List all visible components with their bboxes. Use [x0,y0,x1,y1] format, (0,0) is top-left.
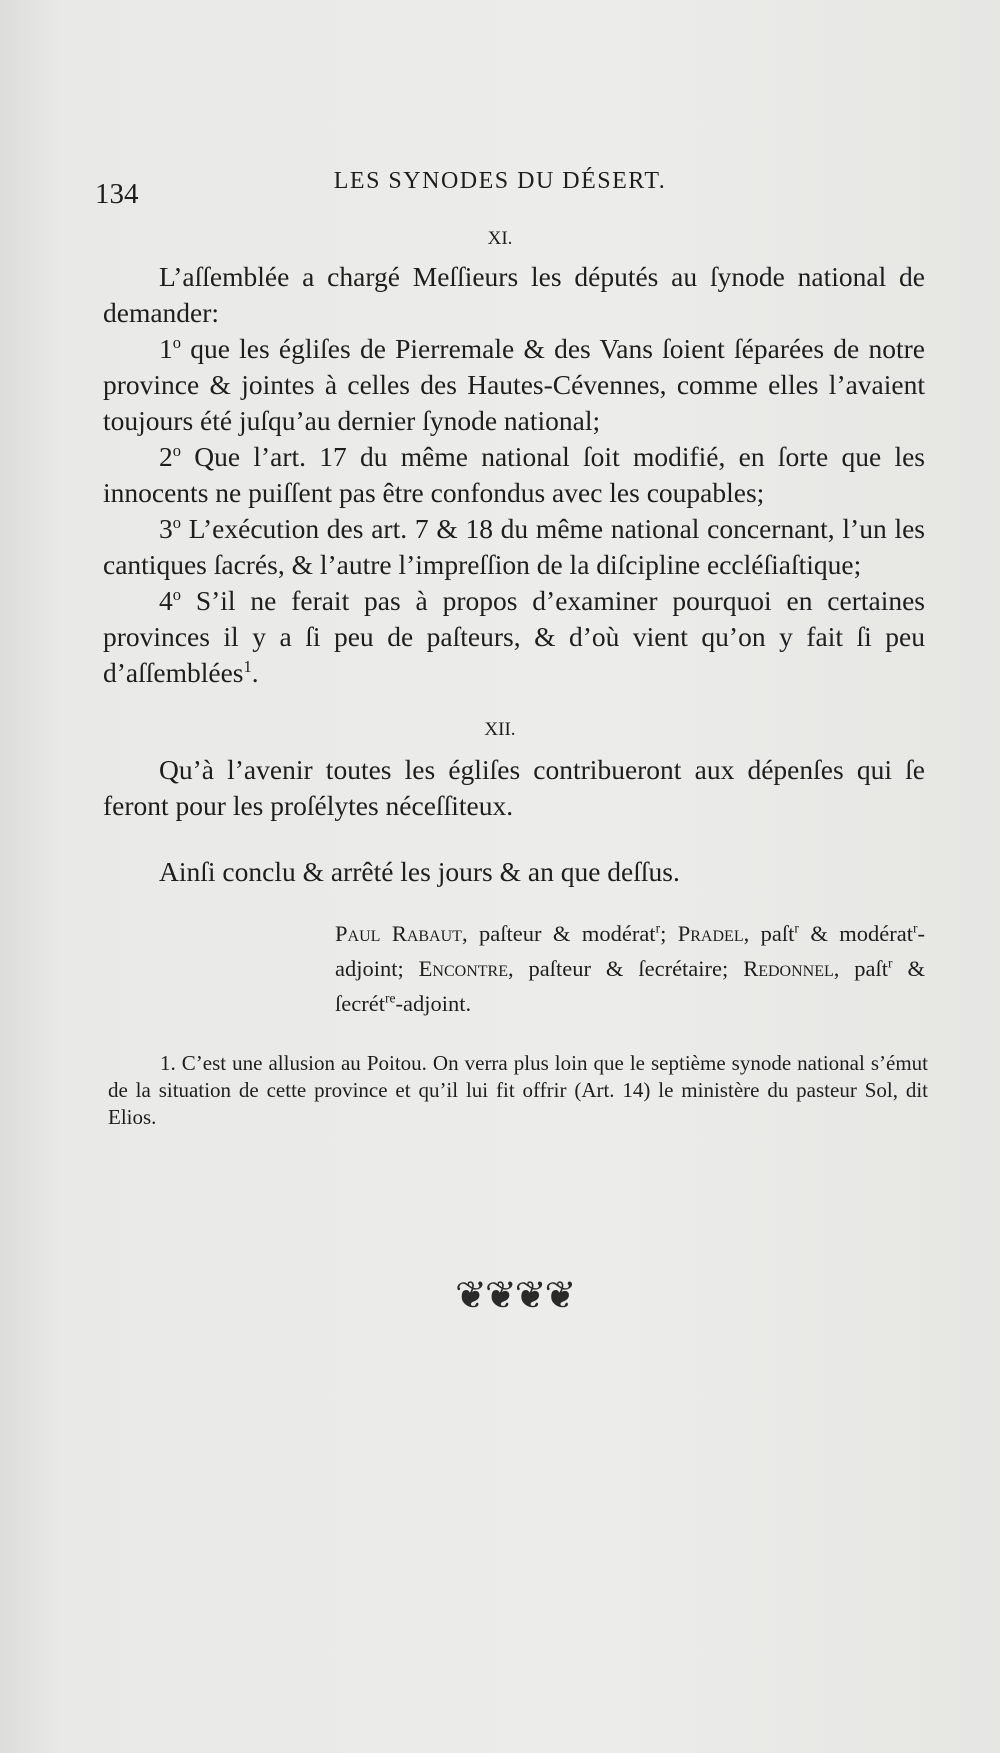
item-text: que les égliſes de Pierremale & des Vans ſoient ſéparées de notre province & jointes à celles des Hautes-Cévennes, comme elles l’avaient toujours été juſqu’au dernier ſynode national; [103,333,925,436]
signatory-name: Redonnel [743,956,834,981]
signatory-role: , paſt [833,956,889,981]
item-end: . [251,657,259,688]
abbrev-superscript: r [794,920,799,936]
footnote-text: C’est une allusion au Poitou. On verra plus loin que le septième synode national s’émut de la situation de cette province et qu’il lui fit offrir (Art. 14) le ministère du pasteur Sol, dit Elios. [108,1051,928,1129]
signature-block [335,916,925,1021]
signatory-role: , paſteur & modérat [461,921,656,946]
signatory-name: Pradel [677,921,744,946]
article-number-xi: XI. [487,228,513,249]
article-xii-text: Qu’à l’avenir toutes les égliſes contribueront aux dépenſes qui ſe feront pour les proſélytes néceſſiteux. [103,754,925,821]
item-number: 3 [159,513,173,544]
item-number: 2 [159,441,173,472]
article-xi-item-3 [103,511,925,583]
article-xi-body [103,259,925,691]
item-number: 4 [159,585,173,616]
ordinal-superscript: o [172,440,181,460]
article-xi-item-4 [103,583,925,691]
ordinal-superscript: o [172,584,181,604]
article-xi-intro: L’aſſemblée a chargé Meſſieurs les députés au ſynode national de demander: [103,261,925,328]
footnote-reference: 1 [243,656,252,676]
closing-text: Ainſi conclu & arrêté les jours & an que deſſus. [159,856,680,887]
signatory-role: & modérat [798,921,913,946]
signatory-role: & ſecrét [335,956,925,1016]
signatory-name: Paul Rabaut [335,921,462,946]
signatory-role: -adjoint; [335,921,925,981]
article-xi-item-1 [103,331,925,439]
item-text: S’il ne ferait pas à propos d’examiner pourquoi en certaines provinces il y a ſi peu de paſteurs, & d’où vient qu’on y fait ſi peu d’aſſemblées [103,585,925,688]
article-xii-body [103,752,925,824]
footnote-number: 1. [160,1051,176,1075]
fleuron-ornament: ❦❦❦❦ [455,1275,575,1317]
footnote [108,1050,928,1131]
item-text: Que l’art. 17 du même national ſoit modifié, en ſorte que les innocents ne puiſſent pas être confondus avec les coupables; [103,441,925,508]
signatory-role: -adjoint. [395,991,472,1016]
ordinal-superscript: o [172,512,181,532]
ordinal-superscript: o [172,332,181,352]
page-number: 134 [95,178,139,210]
running-title: LES SYNODES DU DÉSERT. [333,168,667,194]
article-xi-item-2 [103,439,925,511]
item-text: L’exécution des art. 7 & 18 du même national concernant, l’un les cantiques ſacrés, & l’autre l’impreſſion de la diſcipline eccléſiaſtique; [103,513,925,580]
abbrev-superscript: r [655,920,661,936]
abbrev-superscript: re [384,990,396,1006]
closing-line [103,854,925,890]
signatory-name: Encontre [418,956,508,981]
signatory-role: , paſteur & ſecrétaire; [507,956,744,981]
signatory-role: , paſt [743,921,795,946]
item-number: 1 [159,333,173,364]
separator: ; [660,921,678,946]
abbrev-superscript: r [888,955,893,971]
abbrev-superscript: r [912,920,918,936]
article-number-xii: XII. [484,719,516,740]
